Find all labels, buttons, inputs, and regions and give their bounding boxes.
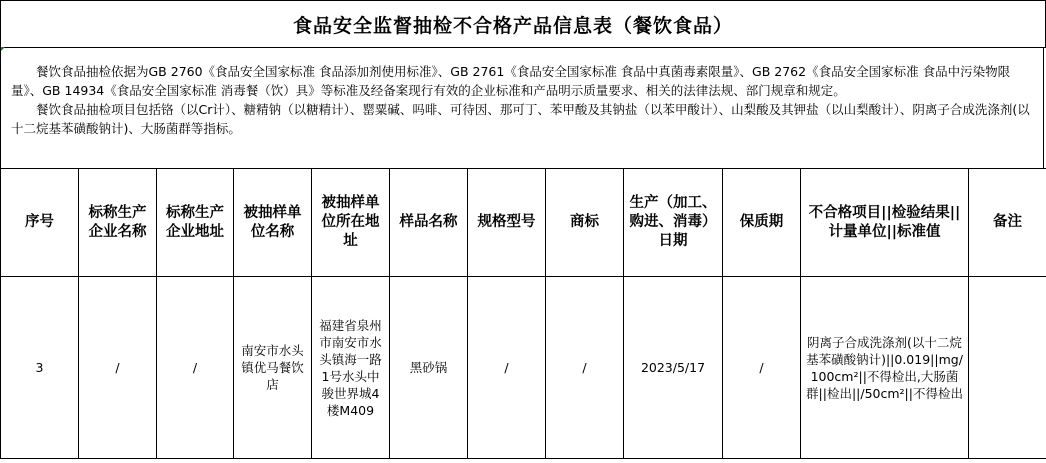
header-date: 生产（加工、购进、消毒）日期 <box>624 169 723 277</box>
cell-remark <box>969 277 1046 459</box>
cell-brand: / <box>546 277 624 459</box>
header-brand: 商标 <box>546 169 624 277</box>
header-seq: 序号 <box>1 169 79 277</box>
header-shelf-life: 保质期 <box>723 169 801 277</box>
cell-date: 2023/5/17 <box>624 277 723 459</box>
header-producer-name: 标称生产企业名称 <box>79 169 157 277</box>
header-sample-name: 样品名称 <box>390 169 468 277</box>
notes-basis: 餐饮食品抽检依据为GB 2760《食品安全国家标准 食品添加剂使用标准》、GB 2761《食品安全国家标准 食品中真菌毒素限量》、GB 2762《食品安全国家标准 食品中污染物限量》、GB 14934《食品安全国家标准 消毒餐（饮）具》等标准及经备案现行有效的企业标准和产品明示质量要求、相关的法律法规、部门规章和规定。 <box>11 64 1011 98</box>
cell-spec: / <box>468 277 546 459</box>
title-row <box>0 0 1046 48</box>
table-row <box>1 277 1046 459</box>
page-title: 食品安全监督抽检不合格产品信息表（餐饮食品） <box>292 14 733 37</box>
cell-sample-name: 黑砂锅 <box>390 277 468 459</box>
header-sampled-location: 被抽样单位所在地址 <box>312 169 390 277</box>
cell-seq: 3 <box>1 277 79 459</box>
header-failed-items: 不合格项目||检验结果||计量单位||标准值 <box>801 169 969 277</box>
header-producer-address: 标称生产企业地址 <box>157 169 234 277</box>
header-spec: 规格型号 <box>468 169 546 277</box>
header-remark: 备注 <box>969 169 1046 277</box>
notes-items: 餐饮食品抽检项目包括铬（以Cr计）、糖精钠（以糖精计）、罂粟碱、吗啡、可待因、那可丁、苯甲酸及其钠盐（以苯甲酸计）、山梨酸及其钾盐（以山梨酸计）、阴离子合成洗涤剂(以十二烷基苯磺酸钠计)、大肠菌群等指标。 <box>11 102 1030 136</box>
cell-failed-items: 阴离子合成洗涤剂(以十二烷基苯磺酸钠计)||0.019||mg/100cm²||不得检出,大肠菌群||检出||/50cm²||不得检出 <box>801 277 969 459</box>
notes-cell <box>0 47 1044 168</box>
cell-producer-address: / <box>157 277 234 459</box>
cell-shelf-life: / <box>723 277 801 459</box>
cell-sampled-location: 福建省泉州市南安市水头镇海一路1号水头中骏世界城4楼M409 <box>312 277 390 459</box>
header-sampled-unit: 被抽样单位名称 <box>234 169 312 277</box>
cell-sampled-unit: 南安市水头镇优马餐饮店 <box>234 277 312 459</box>
info-table <box>0 168 1046 459</box>
table-header-row <box>1 169 1046 277</box>
cell-producer-name: / <box>79 277 157 459</box>
